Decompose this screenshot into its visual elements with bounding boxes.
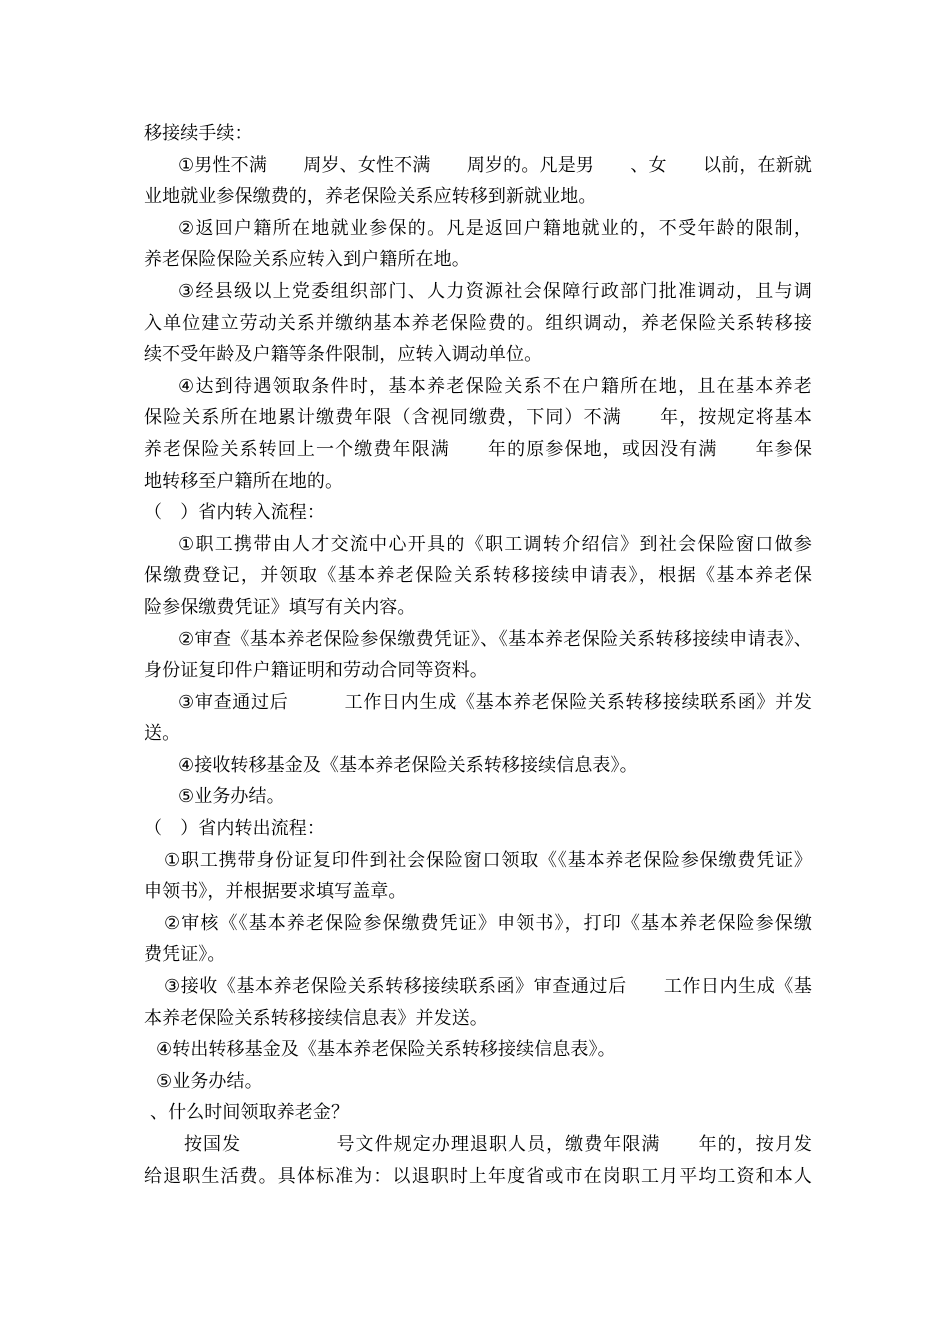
text-line: 给退职生活费。具体标准为：以退职时上年度省或市在岗职工月平均工资和本人: [144, 1165, 812, 1187]
text-line: ③经县级以上党委组织部门、人力资源社会保障行政部门批准调动，且与调: [178, 280, 812, 302]
text-line: ④接收转移基金及《基本养老保险关系转移接续信息表》。: [178, 754, 638, 776]
text-line: 续不受年龄及户籍等条件限制，应转入调动单位。: [144, 344, 543, 366]
text-line: 费凭证》。: [144, 944, 226, 966]
text-line: 送。: [144, 723, 181, 745]
text-line: 本养老保险关系转移接续信息表》并发送。: [144, 1007, 488, 1029]
text-line: ④转出转移基金及《基本养老保险关系转移接续信息表》。: [156, 1039, 616, 1061]
text-line: ②返回户籍所在地就业参保的。凡是返回户籍地就业的，不受年龄的限制，: [178, 217, 812, 239]
text-line: ③接收《基本养老保险关系转移接续联系函》审查通过后 工作日内生成《基: [164, 976, 812, 998]
text-line: 业地就业参保缴费的，养老保险关系应转移到新就业地。: [144, 186, 597, 208]
text-line: 养老保险保险关系应转入到户籍所在地。: [144, 249, 470, 271]
text-line: 、什么时间领取养老金？: [150, 1102, 350, 1124]
text-line: 地转移至户籍所在地的。: [144, 470, 344, 492]
text-line: ①职工携带由人才交流中心开具的《职工调转介绍信》到社会保险窗口做参: [178, 533, 812, 555]
text-line: （ ）省内转出流程：: [144, 818, 325, 840]
document-page: [144, 118, 812, 1192]
text-line: 养老保险关系转回上一个缴费年限满 年的原参保地，或因没有满 年参保: [144, 438, 812, 460]
text-line: 保缴费登记，并领取《基本养老保险关系转移接续申请表》，根据《基本养老保: [144, 565, 812, 587]
text-line: 险参保缴费凭证》填写有关内容。: [144, 596, 416, 618]
text-line: 按国发 号文件规定办理退职人员，缴费年限满 年的，按月发: [184, 1134, 812, 1155]
text-line: ⑤业务办结。: [156, 1070, 263, 1092]
text-line: ⑤业务办结。: [178, 786, 285, 808]
text-line: 保险关系所在地累计缴费年限（含视同缴费，下同）不满 年，按规定将基本: [144, 407, 812, 429]
text-line: ②审核《《基本养老保险参保缴费凭证》申领书》，打印《基本养老保险参保缴: [164, 912, 812, 934]
text-line: 移接续手续：: [144, 123, 253, 144]
text-line: ④达到待遇领取条件时，基本养老保险关系不在户籍所在地，且在基本养老: [178, 375, 812, 397]
text-line: 申领书》，并根据要求填写盖章。: [144, 881, 407, 903]
text-line: （ ）省内转入流程：: [144, 502, 325, 524]
text-line: ①职工携带身份证复印件到社会保险窗口领取《《基本养老保险参保缴费凭证》: [164, 849, 812, 871]
text-line: ①男性不满 周岁、女性不满 周岁的。凡是男 、女 以前，在新就: [178, 154, 812, 176]
text-line: 入单位建立劳动关系并缴纳基本养老保险费的。组织调动，养老保险关系转移接: [144, 312, 812, 334]
text-line: ②审查《基本养老保险参保缴费凭证》、《基本养老保险关系转移接续申请表》、: [178, 628, 812, 650]
text-line: 身份证复印件户籍证明和劳动合同等资料。: [144, 660, 488, 682]
text-line: ③审查通过后 工作日内生成《基本养老保险关系转移接续联系函》并发: [178, 691, 812, 713]
